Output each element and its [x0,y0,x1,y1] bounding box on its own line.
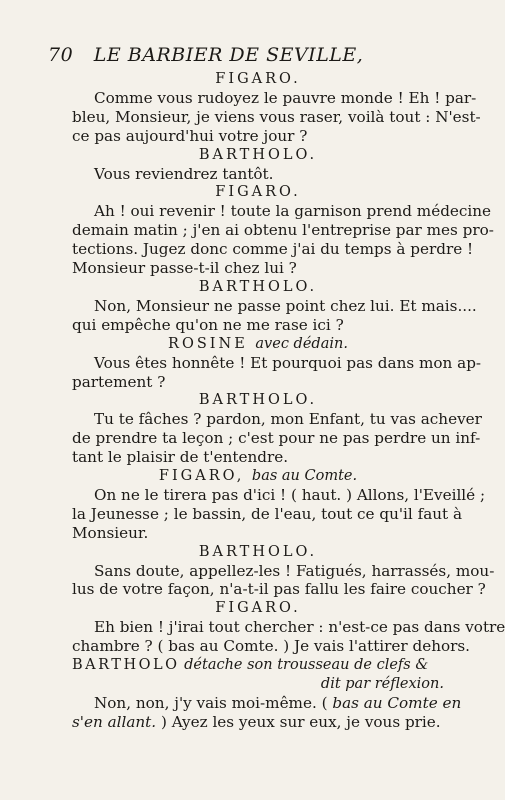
speech-line: Vous reviendrez tantôt. [94,164,274,183]
speaker-name: BARTHOLO. [198,392,318,409]
speaker-heading [72,278,444,297]
speech-text: Non, non, j'y vais moi-même. ( [94,693,328,712]
final-block [72,656,462,732]
speaker-heading [72,543,444,562]
speaker-heading [72,467,444,486]
speech [72,410,482,467]
speaker-name: ROSINE [168,335,248,352]
speech-line: Comme vous rudoyez le pauvre monde ! Eh ! par- [94,88,477,107]
speech [72,693,462,732]
speech-line: bleu, Monsieur, je viens vous raser, voilà tout : N'est- [72,107,481,126]
speaker-heading [72,391,444,410]
running-title: LE BARBIER DE SEVILLE, [93,44,364,66]
stage-direction: avec dédain. [255,335,348,352]
speech-line: la Jeunesse ; le bassin, de l'eau, tout ce qu'il faut à [72,504,463,523]
speech-line: de prendre ta leçon ; c'est pour ne pas perdre un inf- [72,429,481,448]
speaker-name: FIGARO. [215,184,301,201]
speaker-heading [72,335,444,354]
speech [72,296,477,335]
speaker-name: FIGARO. [215,600,301,617]
speech-line: qui empêche qu'on ne me rase ici ? [72,315,344,334]
speech-line [72,693,462,713]
running-head [48,44,428,66]
speech-line: Monsieur passe-t-il chez lui ? [72,259,297,278]
speech-line: Vous êtes honnête ! Et pourquoi pas dans mon ap- [94,353,482,372]
speech-line [72,713,444,732]
speech-line: chambre ? ( bas au Comte. ) Je vais l'attirer dehors. [72,637,471,656]
speech [72,485,486,543]
speech [72,561,495,600]
speech-line: lus de votre façon, n'a-t-il pas fallu les faire coucher ? [72,580,486,599]
inline-stage: bas au Comte en [332,693,462,712]
speech-line: tant le plaisir de t'entendre. [72,448,289,467]
speech [72,202,494,278]
stage-direction: bas au Comte. [251,468,358,485]
speaker-name: BARTHOLO. [198,543,318,560]
speech-line: Ah ! oui revenir ! toute la garnison prend médecine [94,202,492,221]
speech-line: On ne le tirera pas d'ici ! ( haut. ) Allons, l'Eveillé ; [94,485,486,504]
speaker-name: FIGARO. [215,71,301,87]
stage-direction-cont: dit par réflexion. [320,676,444,692]
speaker-name: FIGARO, [158,468,245,485]
dialogue-body [72,70,505,732]
final-stage-direction [72,656,444,694]
speaker-name: BARTHOLO. [198,146,318,163]
speech-line: Monsieur. [72,523,149,542]
speech-line: Eh bien ! j'irai tout chercher : n'est-ce pas dans votre [94,618,505,637]
speech-line: ce pas aujourd'hui votre jour ? [72,126,308,145]
speaker-heading [72,146,444,165]
speech [72,353,482,392]
stage-direction: détache son trousseau de clefs & [184,657,429,674]
speaker-name: BARTHOLO [72,657,180,674]
speech-line: Non, Monsieur ne passe point chez lui. Et mais.... [94,296,477,315]
speech [72,88,481,146]
speech [72,618,505,656]
speech-line: partement ? [72,372,166,391]
speech-line: demain matin ; j'en ai obtenu l'entreprise par mes pro- [72,221,494,240]
page-number: 70 [48,44,74,66]
inline-stage: s'en allant. [72,712,157,731]
speech-line: Tu te fâches ? pardon, mon Enfant, tu vas achever [94,410,482,429]
speaker-heading [72,599,444,618]
speaker-name: BARTHOLO. [198,278,318,295]
speaker-heading [72,70,444,89]
speaker-heading [72,183,444,202]
speech [72,165,444,184]
speech-line: tections. Jugez donc comme j'ai du temps à perdre ! [72,240,474,259]
speech-line: Sans doute, appellez-les ! Fatigués, harrassés, mou- [94,561,495,580]
speech-text: ) Ayez les yeux sur eux, je vous prie. [160,712,441,731]
